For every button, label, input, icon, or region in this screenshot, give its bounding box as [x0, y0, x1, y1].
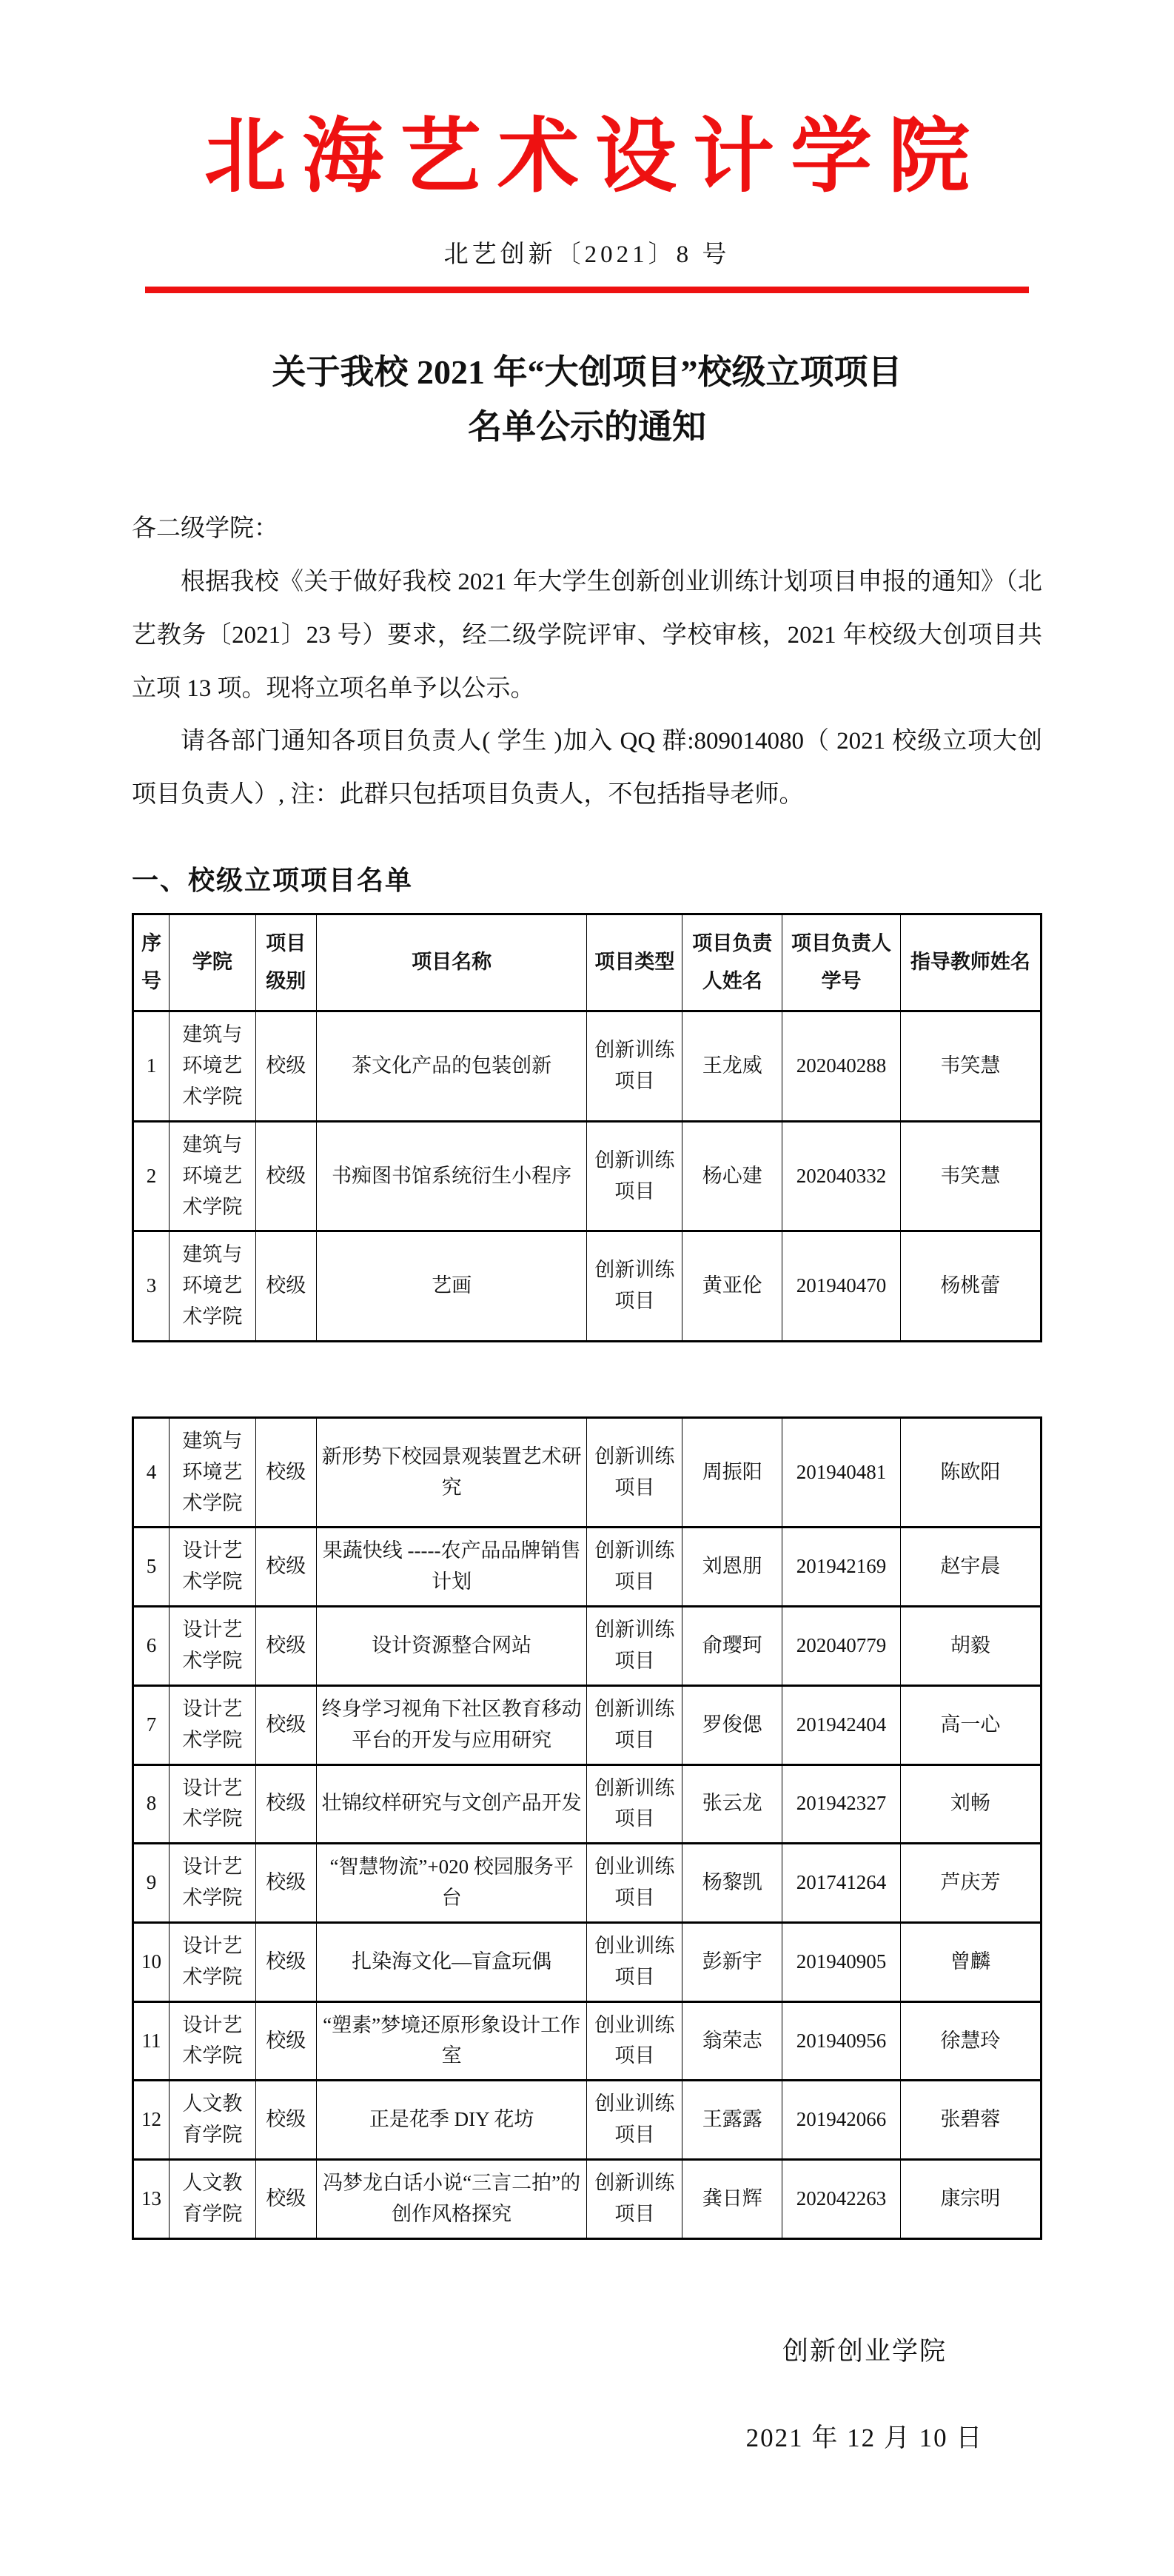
cell-type: 创新训练项目: [587, 1011, 682, 1122]
cell-no: 6: [133, 1607, 170, 1686]
col-header-project-name: 项目名称: [316, 914, 587, 1011]
cell-name: 果蔬快线 -----农产品品牌销售计划: [316, 1528, 587, 1607]
table-row: [133, 1685, 1041, 1764]
project-table-page2: [132, 1416, 1042, 2240]
notice-title-line2: 名单公示的通知: [468, 408, 706, 446]
cell-college: 人文教育学院: [170, 2081, 256, 2160]
cell-level: 校级: [255, 1685, 316, 1764]
cell-no: 13: [133, 2159, 170, 2238]
col-header-student-id: 项目负责人学号: [782, 914, 901, 1011]
cell-no: 3: [133, 1231, 170, 1342]
cell-no: 10: [133, 1922, 170, 2001]
cell-name: 扎染海文化—盲盒玩偶: [316, 1922, 587, 2001]
col-header-no: 序号: [133, 914, 170, 1011]
cell-student-id: 201940470: [782, 1231, 901, 1342]
notice-title-line1: 关于我校 2021 年“大创项目”校级立项项目: [272, 352, 902, 391]
cell-level: 校级: [255, 1417, 316, 1528]
cell-level: 校级: [255, 1011, 316, 1122]
cell-name: “塑素”梦境还原形象设计工作室: [316, 2001, 587, 2081]
table-row: [133, 1764, 1041, 1844]
cell-no: 7: [133, 1685, 170, 1764]
cell-type: 创业训练项目: [587, 2001, 682, 2081]
signature-block: [705, 2308, 1024, 2482]
cell-student-id: 202042263: [782, 2159, 901, 2238]
cell-level: 校级: [255, 1528, 316, 1607]
salutation: 各二级学院：: [132, 515, 278, 542]
notice-title: [132, 345, 1042, 455]
cell-advisor: 康宗明: [900, 2159, 1041, 2238]
body-paragraph-2: 请各部门通知各项目负责人( 学生 )加入 QQ 群:809014080（ 2021 校级立项大创项目负责人）, 注：此群只包括项目负责人，不包括指导老师。: [132, 728, 1042, 809]
cell-level: 校级: [255, 2081, 316, 2160]
cell-level: 校级: [255, 1922, 316, 2001]
cell-advisor: 高一心: [900, 1685, 1041, 1764]
cell-name: 终身学习视角下社区教育移动平台的开发与应用研究: [316, 1685, 587, 1764]
cell-no: 8: [133, 1764, 170, 1844]
project-table-page1: [132, 913, 1042, 1342]
cell-college: 设计艺术学院: [170, 1764, 256, 1844]
cell-leader: 王龙威: [682, 1011, 782, 1122]
cell-name: “智慧物流”+020 校园服务平台: [316, 1844, 587, 1923]
body-paragraph-1: 根据我校《关于做好我校 2021 年大学生创新创业训练计划项目申报的通知》（北艺教务〔2021〕23 号）要求，经二级学院评审、学校审核，2021 年校级大创项目共立项 13 项。现将立项名单予以公示。: [132, 568, 1042, 702]
cell-advisor: 陈欧阳: [900, 1417, 1041, 1528]
cell-type: 创新训练项目: [587, 1528, 682, 1607]
cell-type: 创新训练项目: [587, 1231, 682, 1342]
cell-college: 设计艺术学院: [170, 1844, 256, 1923]
cell-student-id: 202040779: [782, 1607, 901, 1686]
cell-college: 建筑与环境艺术学院: [170, 1417, 256, 1528]
cell-advisor: 徐慧玲: [900, 2001, 1041, 2081]
cell-college: 人文教育学院: [170, 2159, 256, 2238]
table-row: [133, 2001, 1041, 2081]
cell-level: 校级: [255, 1121, 316, 1231]
col-header-leader-name: 项目负责人姓名: [682, 914, 782, 1011]
cell-college: 建筑与环境艺术学院: [170, 1231, 256, 1342]
cell-leader: 罗俊偲: [682, 1685, 782, 1764]
cell-college: 建筑与环境艺术学院: [170, 1121, 256, 1231]
cell-type: 创新训练项目: [587, 1121, 682, 1231]
cell-type: 创业训练项目: [587, 1844, 682, 1923]
cell-advisor: 杨桃蕾: [900, 1231, 1041, 1342]
signature-date: 2021 年 12 月 10 日: [745, 2423, 984, 2452]
col-header-level: 项目级别: [255, 914, 316, 1011]
cell-student-id: 201942169: [782, 1528, 901, 1607]
cell-student-id: 201942327: [782, 1764, 901, 1844]
cell-name: 正是花季 DIY 花坊: [316, 2081, 587, 2160]
cell-no: 4: [133, 1417, 170, 1528]
cell-no: 9: [133, 1844, 170, 1923]
col-header-project-type: 项目类型: [587, 914, 682, 1011]
cell-college: 设计艺术学院: [170, 1922, 256, 2001]
cell-level: 校级: [255, 1764, 316, 1844]
cell-type: 创业训练项目: [587, 2081, 682, 2160]
cell-college: 建筑与环境艺术学院: [170, 1011, 256, 1122]
cell-leader: 黄亚伦: [682, 1231, 782, 1342]
cell-level: 校级: [255, 1607, 316, 1686]
cell-leader: 王露露: [682, 2081, 782, 2160]
cell-name: 设计资源整合网站: [316, 1607, 587, 1686]
cell-college: 设计艺术学院: [170, 1528, 256, 1607]
cell-level: 校级: [255, 1844, 316, 1923]
cell-advisor: 芦庆芳: [900, 1844, 1041, 1923]
document-number: 北艺创新〔2021〕8 号: [443, 241, 731, 268]
cell-student-id: 202040332: [782, 1121, 901, 1231]
cell-advisor: 韦笑慧: [900, 1011, 1041, 1122]
cell-name: 书痴图书馆系统衍生小程序: [316, 1121, 587, 1231]
cell-leader: 杨心建: [682, 1121, 782, 1231]
table-body-page2: [133, 1417, 1041, 2238]
cell-college: 设计艺术学院: [170, 2001, 256, 2081]
cell-no: 5: [133, 1528, 170, 1607]
cell-student-id: 202040288: [782, 1011, 901, 1122]
cell-no: 12: [133, 2081, 170, 2160]
cell-student-id: 201940481: [782, 1417, 901, 1528]
table-row: [133, 1011, 1041, 1122]
cell-leader: 彭新宇: [682, 1922, 782, 2001]
cell-type: 创新训练项目: [587, 1764, 682, 1844]
table-row: [133, 2081, 1041, 2160]
table-row: [133, 2159, 1041, 2238]
section-heading: 一、校级立项项目名单: [132, 866, 414, 896]
cell-student-id: 201741264: [782, 1844, 901, 1923]
cell-name: 壮锦纹样研究与文创产品开发: [316, 1764, 587, 1844]
table-row: [133, 1231, 1041, 1342]
cell-no: 1: [133, 1011, 170, 1122]
table-row: [133, 1844, 1041, 1923]
cell-student-id: 201940956: [782, 2001, 901, 2081]
cell-type: 创新训练项目: [587, 2159, 682, 2238]
cell-advisor: 赵宇晨: [900, 1528, 1041, 1607]
cell-advisor: 韦笑慧: [900, 1121, 1041, 1231]
table-row: [133, 1121, 1041, 1231]
cell-college: 设计艺术学院: [170, 1685, 256, 1764]
table-body-page1: [133, 1011, 1041, 1342]
cell-level: 校级: [255, 1231, 316, 1342]
cell-level: 校级: [255, 2001, 316, 2081]
table-row: [133, 1922, 1041, 2001]
cell-leader: 龚日辉: [682, 2159, 782, 2238]
cell-type: 创新训练项目: [587, 1417, 682, 1528]
cell-advisor: 张碧蓉: [900, 2081, 1041, 2160]
cell-type: 创业训练项目: [587, 1922, 682, 2001]
col-header-college: 学院: [170, 914, 256, 1011]
cell-advisor: 胡毅: [900, 1607, 1041, 1686]
notice-body: [132, 503, 1042, 823]
cell-student-id: 201942066: [782, 2081, 901, 2160]
cell-leader: 杨黎凯: [682, 1844, 782, 1923]
cell-leader: 翁荣志: [682, 2001, 782, 2081]
cell-name: 冯梦龙白话小说“三言二拍”的创作风格探究: [316, 2159, 587, 2238]
cell-student-id: 201942404: [782, 1685, 901, 1764]
cell-name: 茶文化产品的包装创新: [316, 1011, 587, 1122]
cell-college: 设计艺术学院: [170, 1607, 256, 1686]
cell-leader: 刘恩朋: [682, 1528, 782, 1607]
cell-no: 11: [133, 2001, 170, 2081]
school-name-letterhead: 北海艺术设计学院: [204, 112, 986, 202]
cell-leader: 俞璎珂: [682, 1607, 782, 1686]
cell-student-id: 201940905: [782, 1922, 901, 2001]
letterhead-divider-rule: [145, 287, 1028, 293]
cell-name: 艺画: [316, 1231, 587, 1342]
table-row: [133, 1528, 1041, 1607]
table-row: [133, 1607, 1041, 1686]
cell-advisor: 刘畅: [900, 1764, 1041, 1844]
cell-type: 创新训练项目: [587, 1685, 682, 1764]
document-content: [132, 0, 1042, 2481]
cell-name: 新形势下校园景观装置艺术研究: [316, 1417, 587, 1528]
cell-advisor: 曾麟: [900, 1922, 1041, 2001]
cell-type: 创新训练项目: [587, 1607, 682, 1686]
table-row: [133, 1417, 1041, 1528]
table-header-row: [133, 914, 1041, 1011]
cell-level: 校级: [255, 2159, 316, 2238]
cell-no: 2: [133, 1121, 170, 1231]
cell-leader: 周振阳: [682, 1417, 782, 1528]
col-header-advisor-name: 指导教师姓名: [900, 914, 1041, 1011]
signature-department: 创新创业学院: [782, 2336, 947, 2366]
cell-leader: 张云龙: [682, 1764, 782, 1844]
